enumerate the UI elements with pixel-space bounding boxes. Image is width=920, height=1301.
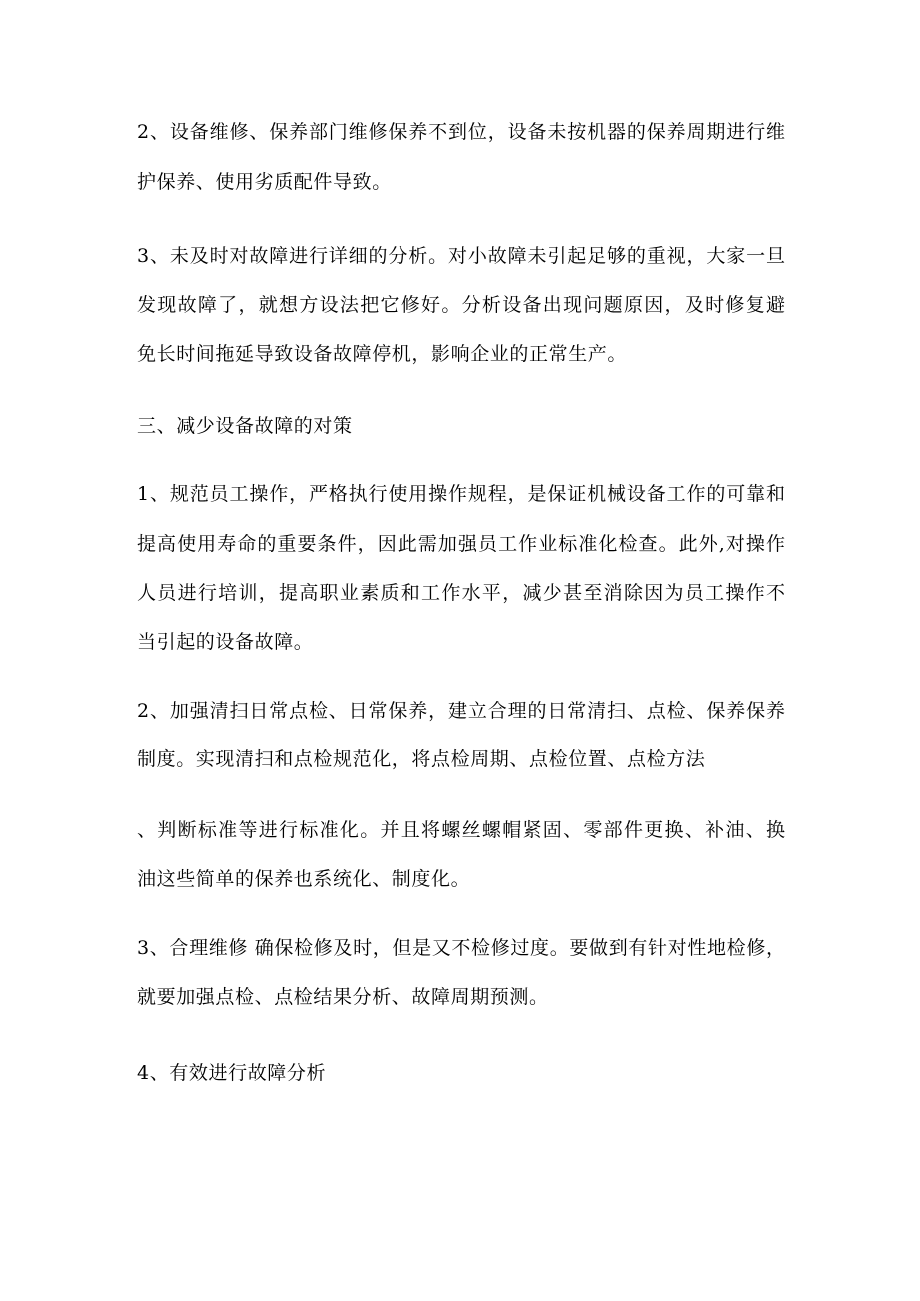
paragraph-4-line-2: 制度。实现清扫和点检规范化，将点检周期、点检位置、点检方法 [137, 748, 706, 770]
section-heading: 三、减少设备故障的对策 [137, 415, 353, 437]
paragraph-3-line-1: 1、规范员工操作，严格执行使用操作规程，是保证机械设备工作的可靠和 [137, 483, 785, 505]
paragraph-6-line-1: 3、合理维修 确保检修及时，但是又不检修过度。要做到有针对性地检修， [137, 937, 785, 959]
paragraph-5-line-1: 、判断标准等进行标准化。并且将螺丝螺帽紧固、零部件更换、补油、换 [137, 819, 785, 841]
paragraph-5-line-2: 油这些简单的保养也系统化、制度化。 [137, 868, 471, 890]
paragraph-3-line-3: 人员进行培训，提高职业素质和工作水平，减少甚至消除因为员工操作不 [137, 582, 785, 604]
paragraph-2-line-1: 3、未及时对故障进行详细的分析。对小故障未引起足够的重视，大家一旦 [137, 245, 785, 267]
paragraph-3-line-2: 提高使用寿命的重要条件，因此需加强员工作业标准化检查。此外,对操作 [137, 533, 785, 555]
paragraph-1-line-1: 2、设备维修、保养部门维修保养不到位，设备未按机器的保养周期进行维 [137, 121, 785, 143]
paragraph-2-line-2: 发现故障了，就想方设法把它修好。分析设备出现问题原因，及时修复避 [137, 294, 785, 316]
paragraph-7-line-1: 4、有效进行故障分析 [137, 1062, 327, 1084]
paragraph-2-line-3: 免长时间拖延导致设备故障停机，影响企业的正常生产。 [137, 343, 628, 365]
paragraph-6-line-2: 就要加强点检、点检结果分析、故障周期预测。 [137, 986, 549, 1008]
paragraph-3-line-4: 当引起的设备故障。 [137, 631, 314, 653]
paragraph-4-line-1: 2、加强清扫日常点检、日常保养，建立合理的日常清扫、点检、保养保养 [137, 700, 785, 722]
paragraph-1-line-2: 护保养、使用劣质配件导致。 [137, 171, 392, 193]
